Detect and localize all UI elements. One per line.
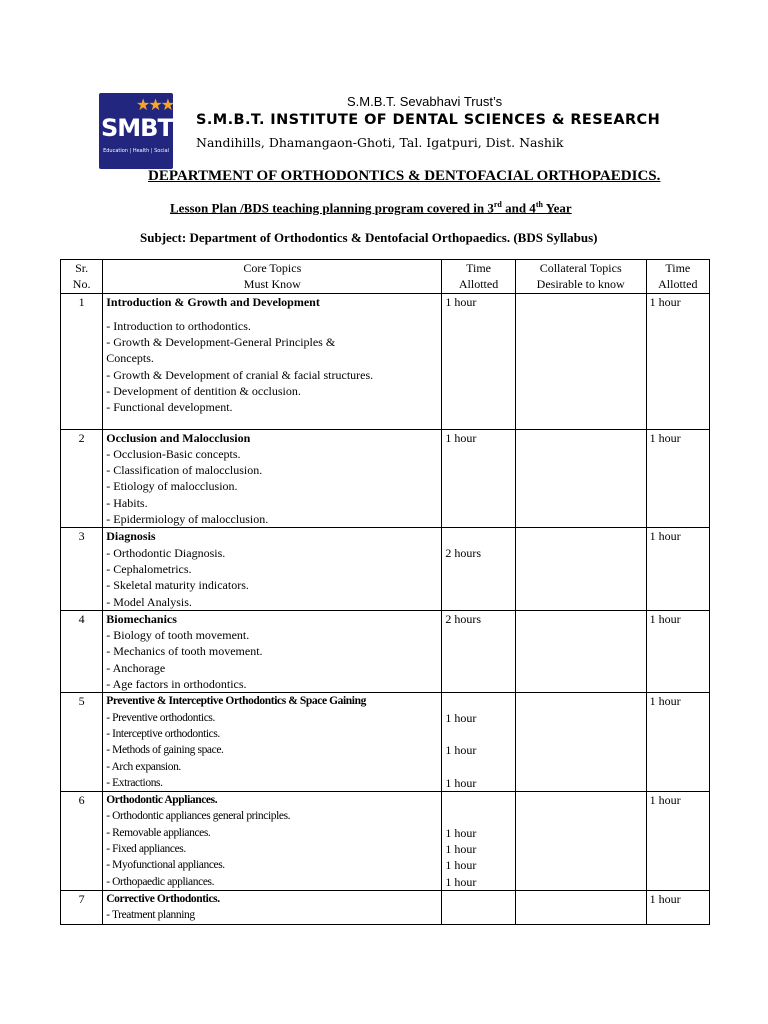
list-item: - Extractions. [106, 776, 163, 789]
collateral-cell [515, 693, 646, 792]
topic-title: Occlusion and Malocclusion [106, 430, 251, 445]
list-item: - Orthopaedic appliances. [106, 875, 215, 888]
header-sr-no: Sr. No. [61, 260, 103, 294]
plan-sup-th: th [535, 200, 543, 209]
list-item: - Habits. [106, 495, 148, 510]
list-item: - Myofunctional appliances. [106, 859, 225, 872]
sr-cell: 7 [61, 890, 103, 924]
topic-title: Orthodontic Appliances. [106, 794, 218, 807]
topic-title: Preventive & Interceptive Orthodontics & Space Gaining [106, 695, 366, 708]
collateral-cell [515, 293, 646, 429]
list-item: - Occlusion-Basic concepts. [106, 446, 241, 461]
logo-tagline: Education | Health | Social [103, 148, 169, 154]
topic-title: Biomechanics [106, 611, 177, 626]
time-cell: 1 hour [442, 429, 515, 528]
plan-mid: and 4 [501, 200, 536, 216]
sr-cell: 2 [61, 429, 103, 528]
header-time-allotted-2: Time Allotted [646, 260, 709, 294]
list-item: - Etiology of malocclusion. [106, 479, 238, 494]
sr-cell: 3 [61, 528, 103, 610]
list-item: - Growth & Development-General Principles & [106, 335, 336, 350]
time2-cell: 1 hour [646, 528, 709, 610]
list-item: - Treatment planning [106, 909, 195, 922]
list-item: - Growth & Development of cranial & facial structures. [106, 367, 374, 382]
time2-cell: 1 hour [646, 429, 709, 528]
core-topic-cell [103, 293, 442, 429]
collateral-cell [515, 528, 646, 610]
time-cell: 1 hour [442, 293, 515, 429]
list-item: - Arch expansion. [106, 760, 181, 773]
list-item: - Orthodontic appliances general principles. [106, 810, 291, 823]
collateral-cell [515, 610, 646, 692]
table-header-row [61, 260, 710, 294]
plan-sup-rd: rd [493, 200, 502, 209]
core-topic-cell [103, 429, 442, 528]
list-item: - Development of dentition & occlusion. [106, 384, 301, 399]
table-row [61, 890, 710, 924]
list-item: - Mechanics of tooth movement. [106, 644, 263, 659]
list-item: Concepts. [106, 351, 154, 366]
list-item: - Anchorage [106, 660, 166, 675]
sr-cell: 5 [61, 693, 103, 792]
list-item: - Preventive orthodontics. [106, 711, 215, 724]
list-item: - Skeletal maturity indicators. [106, 578, 249, 593]
institute-logo [99, 93, 173, 169]
list-item: - Cephalometrics. [106, 561, 192, 576]
list-item: - Functional development. [106, 400, 233, 415]
time-cell: 1 hour 1 hour 1 hour [442, 693, 515, 792]
header-time-allotted: Time Allotted [442, 260, 515, 294]
list-item: - Age factors in orthodontics. [106, 677, 247, 692]
table-row [61, 429, 710, 528]
header-collateral-topics: Collateral Topics Desirable to know [515, 260, 646, 294]
core-topic-cell [103, 693, 442, 792]
table-row [61, 792, 710, 891]
list-item: - Model Analysis. [106, 594, 192, 609]
header-core-topics: Core Topics Must Know [103, 260, 442, 294]
list-item: - Biology of tooth movement. [106, 628, 250, 643]
list-item: - Methods of gaining space. [106, 744, 224, 757]
logo-text: SMBT [101, 114, 173, 142]
list-item: - Epidermiology of malocclusion. [106, 512, 269, 527]
time2-cell: 1 hour [646, 792, 709, 891]
collateral-cell [515, 890, 646, 924]
core-topic-cell [103, 890, 442, 924]
department-title: DEPARTMENT OF ORTHODONTICS & DENTOFACIAL ORTHOPAEDICS. [148, 168, 661, 184]
plan-suffix: Year [542, 200, 572, 216]
sr-cell: 6 [61, 792, 103, 891]
lesson-plan-table [60, 259, 710, 925]
time-cell [442, 890, 515, 924]
list-item: - Interceptive orthodontics. [106, 727, 220, 740]
lesson-plan-title [170, 200, 572, 216]
topic-title: Introduction & Growth and Development [106, 294, 320, 309]
list-item: - Removable appliances. [106, 826, 211, 839]
time-cell: 2 hours [442, 528, 515, 610]
trust-name: S.M.B.T. Sevabhavi Trust’s [347, 94, 503, 109]
time2-cell: 1 hour [646, 293, 709, 429]
time2-cell: 1 hour [646, 610, 709, 692]
list-item: - Classification of malocclusion. [106, 463, 263, 478]
logo-stars-icon: ★★★ [136, 95, 173, 114]
table-row [61, 528, 710, 610]
collateral-cell [515, 429, 646, 528]
plan-prefix: Lesson Plan /BDS teaching planning program covered in 3 [170, 200, 494, 216]
core-topic-cell [103, 610, 442, 692]
collateral-cell [515, 792, 646, 891]
core-topic-cell [103, 528, 442, 610]
table-row [61, 293, 710, 429]
time-cell: 1 hour 1 hour 1 hour 1 hour [442, 792, 515, 891]
topic-title: Diagnosis [106, 529, 156, 544]
list-item: - Introduction to orthodontics. [106, 318, 251, 333]
table-row [61, 610, 710, 692]
subject-line: Subject: Department of Orthodontics & Dentofacial Orthopaedics. (BDS Syllabus) [140, 230, 598, 245]
topic-title: Corrective Orthodontics. [106, 892, 220, 905]
time2-cell: 1 hour [646, 693, 709, 792]
time2-cell: 1 hour [646, 890, 709, 924]
list-item: - Fixed appliances. [106, 843, 186, 856]
time-cell: 2 hours [442, 610, 515, 692]
core-topic-cell [103, 792, 442, 891]
institute-address: Nandihills, Dhamangaon-Ghoti, Tal. Igatpuri, Dist. Nashik [196, 135, 564, 150]
sr-cell: 1 [61, 293, 103, 429]
sr-cell: 4 [61, 610, 103, 692]
table-row [61, 693, 710, 792]
list-item: - Orthodontic Diagnosis. [106, 545, 226, 560]
institute-name: S.M.B.T. INSTITUTE OF DENTAL SCIENCES & RESEARCH [196, 112, 661, 128]
